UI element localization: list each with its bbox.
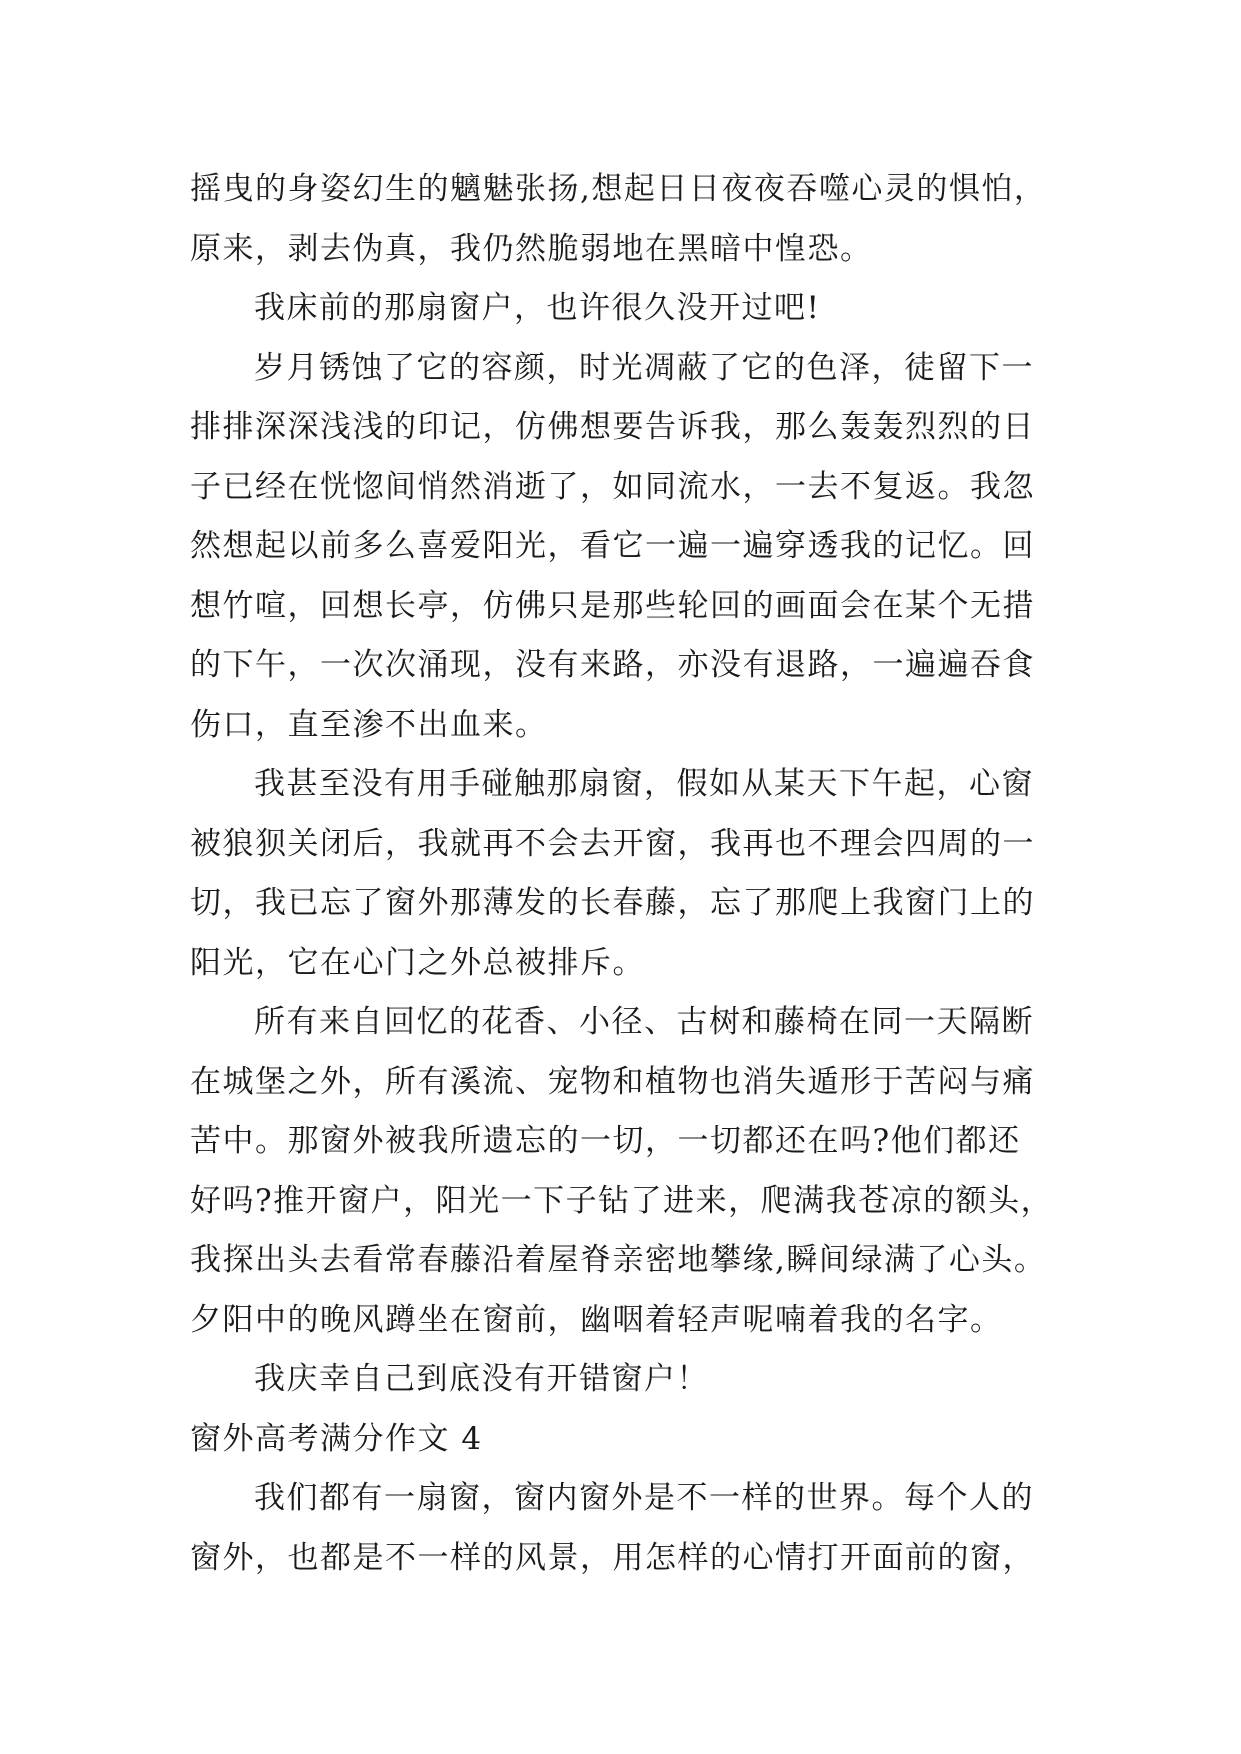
text-line: 被狼狈关闭后，我就再不会去开窗，我再也不理会四周的一	[190, 825, 1035, 862]
paragraph-start-line: 我庆幸自己到底没有开错窗户！	[254, 1361, 709, 1397]
section-heading: 窗外高考满分作文 4	[190, 1420, 483, 1457]
text-line: 排排深深浅浅的印记，仿佛想要告诉我，那么轰轰烈烈的日	[190, 409, 1035, 445]
text-line: 然想起以前多么喜爱阳光，看它一遍一遍穿透我的记忆。回	[190, 528, 1035, 564]
text-line: 夕阳中的晚风蹲坐在窗前，幽咽着轻声呢喃着我的名字。	[190, 1301, 1003, 1338]
text-line: 子已经在恍惚间悄然消逝了，如同流水，一去不复返。我忽	[190, 468, 1035, 505]
text-line: 的下午，一次次涌现，没有来路，亦没有退路，一遍遍吞食	[190, 647, 1035, 683]
text-line: 阳光，它在心门之外总被排斥。	[190, 944, 645, 981]
text-line: 切，我已忘了窗外那薄发的长春藤，忘了那爬上我窗门上的	[190, 885, 1035, 921]
paragraph-start-line: 我甚至没有用手碰触那扇窗，假如从某天下午起，心窗	[254, 766, 1034, 802]
paragraph-start-line: 岁月锈蚀了它的容颜，时光凋蔽了它的色泽，徒留下一	[254, 349, 1034, 386]
text-line: 好吗?推开窗户，阳光一下子钻了进来，爬满我苍凉的额头，	[190, 1182, 1054, 1219]
text-line: 摇曳的身姿幻生的魑魅张扬,想起日日夜夜吞噬心灵的惧怕，	[190, 171, 1047, 207]
text-line: 原来，剥去伪真，我仍然脆弱地在黑暗中惶恐。	[190, 230, 873, 267]
text-line: 想竹喧，回想长亭，仿佛只是那些轮回的画面会在某个无措	[190, 587, 1035, 624]
text-line: 苦中。那窗外被我所遗忘的一切，一切都还在吗?他们都还	[190, 1123, 1021, 1159]
text-line: 窗外，也都是不一样的风景，用怎样的心情打开面前的窗，	[190, 1539, 1035, 1576]
paragraph-start-line: 我床前的那扇窗户，也许很久没开过吧!	[254, 290, 821, 326]
paragraph-start-line: 我们都有一扇窗，窗内窗外是不一样的世界。每个人的	[254, 1480, 1034, 1516]
essay-body	[190, 160, 1090, 1588]
text-line: 伤口，直至渗不出血来。	[190, 706, 548, 743]
text-line: 我探出头去看常春藤沿着屋脊亲密地攀缘,瞬间绿满了心头。	[190, 1242, 1047, 1278]
text-line: 在城堡之外，所有溪流、宠物和植物也消失遁形于苦闷与痛	[190, 1063, 1035, 1100]
paragraph-start-line: 所有来自回忆的花香、小径、古树和藤椅在同一天隔断	[254, 1004, 1034, 1040]
